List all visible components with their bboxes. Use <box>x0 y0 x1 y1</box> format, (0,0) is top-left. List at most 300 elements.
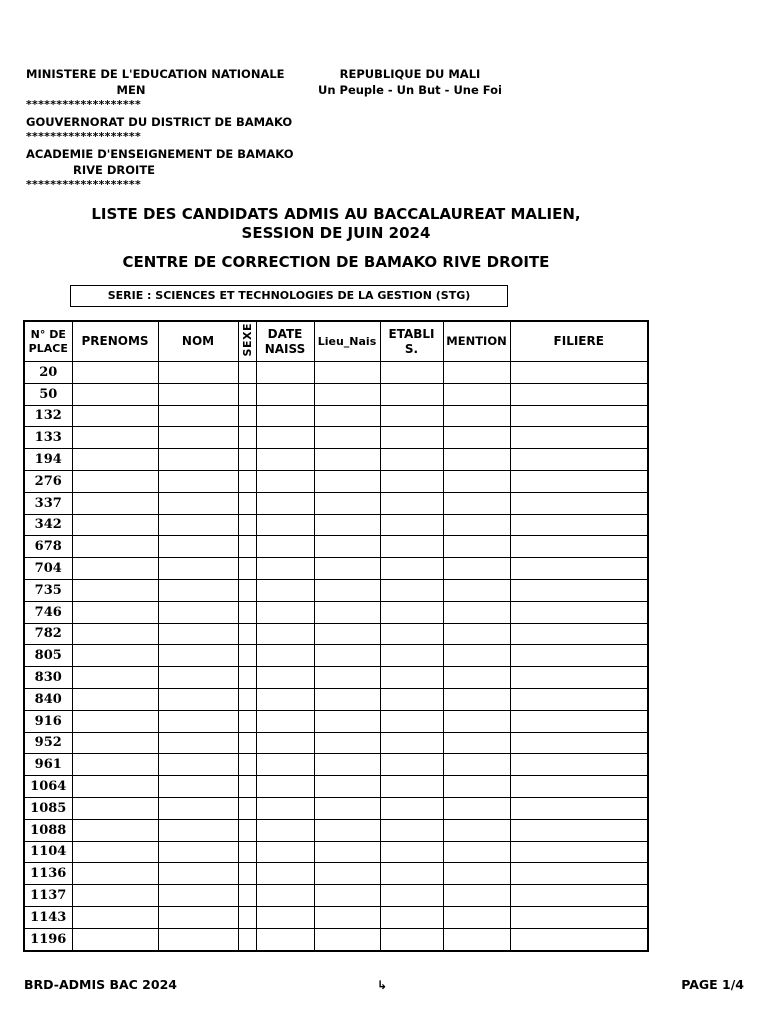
mention-cell <box>443 601 510 623</box>
filiere-cell <box>510 601 648 623</box>
filiere-cell <box>510 885 648 907</box>
prenoms-cell <box>72 558 158 580</box>
place-number-cell: 194 <box>24 449 72 471</box>
date-cell <box>256 362 314 384</box>
academy-subname: RIVE DROITE <box>72 163 156 177</box>
mention-cell <box>443 841 510 863</box>
place-number-cell: 1137 <box>24 885 72 907</box>
sexe-cell <box>238 797 256 819</box>
mention-cell <box>443 579 510 601</box>
filiere-cell <box>510 776 648 798</box>
nom-cell <box>158 536 238 558</box>
prenoms-cell <box>72 667 158 689</box>
date-cell <box>256 906 314 928</box>
etablissement-cell <box>380 667 443 689</box>
sexe-cell <box>238 383 256 405</box>
table-row <box>24 383 648 405</box>
lieu-cell <box>314 754 380 776</box>
ministry-abbr: MEN <box>116 83 146 97</box>
lieu-cell <box>314 797 380 819</box>
nom-cell <box>158 558 238 580</box>
mention-cell <box>443 536 510 558</box>
prenoms-cell <box>72 863 158 885</box>
mention-cell <box>443 928 510 950</box>
document-title-line1: LISTE DES CANDIDATS ADMIS AU BACCALAUREAT MALIEN, <box>91 205 581 223</box>
lieu-cell <box>314 383 380 405</box>
lieu-cell <box>314 623 380 645</box>
etablissement-cell <box>380 470 443 492</box>
lieu-cell <box>314 579 380 601</box>
lieu-cell <box>314 449 380 471</box>
date-cell <box>256 819 314 841</box>
etablissement-cell <box>380 623 443 645</box>
place-number-cell: 1064 <box>24 776 72 798</box>
etablissement-cell <box>380 601 443 623</box>
mention-cell <box>443 645 510 667</box>
column-header-nom: NOM <box>158 321 238 362</box>
place-number-cell: 678 <box>24 536 72 558</box>
mention-cell <box>443 383 510 405</box>
column-header-date-line1: DATE <box>267 326 303 341</box>
nom-cell <box>158 470 238 492</box>
nom-cell <box>158 819 238 841</box>
column-header-place-line2: PLACE <box>28 341 68 355</box>
table-row <box>24 470 648 492</box>
prenoms-cell <box>72 383 158 405</box>
filiere-cell <box>510 754 648 776</box>
prenoms-cell <box>72 928 158 950</box>
prenoms-cell <box>72 797 158 819</box>
column-header-date <box>256 321 314 362</box>
lieu-cell <box>314 601 380 623</box>
prenoms-cell <box>72 819 158 841</box>
mention-cell <box>443 776 510 798</box>
place-number-cell: 782 <box>24 623 72 645</box>
place-number-cell: 1143 <box>24 906 72 928</box>
prenoms-cell <box>72 492 158 514</box>
correction-center-title: CENTRE DE CORRECTION DE BAMAKO RIVE DROITE <box>122 253 550 271</box>
prenoms-cell <box>72 405 158 427</box>
mention-cell <box>443 449 510 471</box>
nom-cell <box>158 797 238 819</box>
lieu-cell <box>314 427 380 449</box>
etablissement-cell <box>380 819 443 841</box>
sexe-cell <box>238 558 256 580</box>
column-header-sexe <box>238 321 256 362</box>
mention-cell <box>443 732 510 754</box>
table-row <box>24 928 648 950</box>
place-number-cell: 1136 <box>24 863 72 885</box>
lieu-cell <box>314 885 380 907</box>
mention-cell <box>443 492 510 514</box>
prenoms-cell <box>72 645 158 667</box>
mention-cell <box>443 754 510 776</box>
filiere-cell <box>510 579 648 601</box>
etablissement-cell <box>380 427 443 449</box>
place-number-cell: 337 <box>24 492 72 514</box>
lieu-cell <box>314 536 380 558</box>
place-number-cell: 840 <box>24 688 72 710</box>
sexe-cell <box>238 819 256 841</box>
date-cell <box>256 776 314 798</box>
mention-cell <box>443 710 510 732</box>
place-number-cell: 1196 <box>24 928 72 950</box>
etablissement-cell <box>380 405 443 427</box>
filiere-cell <box>510 732 648 754</box>
etablissement-cell <box>380 492 443 514</box>
mention-cell <box>443 514 510 536</box>
date-cell <box>256 645 314 667</box>
document-title-line2: SESSION DE JUIN 2024 <box>241 224 431 242</box>
nom-cell <box>158 427 238 449</box>
mention-cell <box>443 885 510 907</box>
filiere-cell <box>510 383 648 405</box>
mention-cell <box>443 362 510 384</box>
prenoms-cell <box>72 601 158 623</box>
nom-cell <box>158 449 238 471</box>
mention-cell <box>443 558 510 580</box>
prenoms-cell <box>72 427 158 449</box>
lieu-cell <box>314 645 380 667</box>
sexe-cell <box>238 536 256 558</box>
filiere-cell <box>510 470 648 492</box>
column-header-filiere: FILIERE <box>510 321 648 362</box>
nom-cell <box>158 732 238 754</box>
column-header-prenoms: PRENOMS <box>72 321 158 362</box>
lieu-cell <box>314 492 380 514</box>
place-number-cell: 961 <box>24 754 72 776</box>
nom-cell <box>158 362 238 384</box>
etablissement-cell <box>380 558 443 580</box>
place-number-cell: 133 <box>24 427 72 449</box>
date-cell <box>256 492 314 514</box>
place-number-cell: 704 <box>24 558 72 580</box>
nom-cell <box>158 928 238 950</box>
place-number-cell: 1088 <box>24 819 72 841</box>
table-row <box>24 819 648 841</box>
prenoms-cell <box>72 536 158 558</box>
etablissement-cell <box>380 885 443 907</box>
sexe-cell <box>238 776 256 798</box>
sexe-cell <box>238 492 256 514</box>
table-row <box>24 906 648 928</box>
nom-cell <box>158 906 238 928</box>
table-header-row <box>24 321 648 362</box>
sexe-cell <box>238 885 256 907</box>
sexe-cell <box>238 470 256 492</box>
column-header-sexe-label: SEXE <box>240 322 254 357</box>
academy-name: ACADEMIE D'ENSEIGNEMENT DE BAMAKO <box>26 147 294 161</box>
sexe-cell <box>238 710 256 732</box>
lieu-cell <box>314 405 380 427</box>
prenoms-cell <box>72 688 158 710</box>
column-header-place-line1: N° DE <box>30 327 66 341</box>
filiere-cell <box>510 405 648 427</box>
table-row <box>24 579 648 601</box>
place-number-cell: 1085 <box>24 797 72 819</box>
table-row <box>24 623 648 645</box>
date-cell <box>256 536 314 558</box>
table-row <box>24 536 648 558</box>
filiere-cell <box>510 797 648 819</box>
filiere-cell <box>510 449 648 471</box>
place-number-cell: 20 <box>24 362 72 384</box>
mention-cell <box>443 797 510 819</box>
table-row <box>24 427 648 449</box>
sexe-cell <box>238 863 256 885</box>
table-row <box>24 558 648 580</box>
lieu-cell <box>314 906 380 928</box>
filiere-cell <box>510 710 648 732</box>
nom-cell <box>158 623 238 645</box>
prenoms-cell <box>72 449 158 471</box>
lieu-cell <box>314 514 380 536</box>
etablissement-cell <box>380 732 443 754</box>
mention-cell <box>443 427 510 449</box>
prenoms-cell <box>72 470 158 492</box>
date-cell <box>256 710 314 732</box>
etablissement-cell <box>380 776 443 798</box>
nom-cell <box>158 863 238 885</box>
prenoms-cell <box>72 710 158 732</box>
table-row <box>24 732 648 754</box>
table-body <box>24 362 648 951</box>
filiere-cell <box>510 514 648 536</box>
etablissement-cell <box>380 906 443 928</box>
sexe-cell <box>238 754 256 776</box>
sexe-cell <box>238 645 256 667</box>
table-row <box>24 645 648 667</box>
lieu-cell <box>314 819 380 841</box>
date-cell <box>256 863 314 885</box>
separator-stars: ******************* <box>26 178 141 191</box>
mention-cell <box>443 470 510 492</box>
nom-cell <box>158 885 238 907</box>
candidates-table <box>23 320 649 952</box>
lieu-cell <box>314 362 380 384</box>
filiere-cell <box>510 906 648 928</box>
table-row <box>24 667 648 689</box>
table-row <box>24 688 648 710</box>
lieu-cell <box>314 841 380 863</box>
filiere-cell <box>510 536 648 558</box>
lieu-cell <box>314 558 380 580</box>
sexe-cell <box>238 688 256 710</box>
sexe-cell <box>238 362 256 384</box>
republic-name: REPUBLIQUE DU MALI <box>339 67 481 81</box>
filiere-cell <box>510 645 648 667</box>
sexe-cell <box>238 841 256 863</box>
lieu-cell <box>314 732 380 754</box>
nom-cell <box>158 754 238 776</box>
place-number-cell: 276 <box>24 470 72 492</box>
date-cell <box>256 449 314 471</box>
table-row <box>24 362 648 384</box>
nom-cell <box>158 710 238 732</box>
sexe-cell <box>238 449 256 471</box>
table-row <box>24 514 648 536</box>
mention-cell <box>443 819 510 841</box>
column-header-place <box>24 321 72 362</box>
sexe-cell <box>238 623 256 645</box>
place-number-cell: 735 <box>24 579 72 601</box>
lieu-cell <box>314 776 380 798</box>
date-cell <box>256 754 314 776</box>
table-row <box>24 776 648 798</box>
column-header-etablissement <box>380 321 443 362</box>
column-header-lieu: Lieu_Nais <box>314 321 380 362</box>
place-number-cell: 1104 <box>24 841 72 863</box>
date-cell <box>256 623 314 645</box>
etablissement-cell <box>380 383 443 405</box>
etablissement-cell <box>380 449 443 471</box>
etablissement-cell <box>380 797 443 819</box>
filiere-cell <box>510 667 648 689</box>
nom-cell <box>158 383 238 405</box>
prenoms-cell <box>72 754 158 776</box>
table-row <box>24 885 648 907</box>
prenoms-cell <box>72 841 158 863</box>
filiere-cell <box>510 688 648 710</box>
prenoms-cell <box>72 885 158 907</box>
sexe-cell <box>238 405 256 427</box>
place-number-cell: 342 <box>24 514 72 536</box>
table-row <box>24 797 648 819</box>
filiere-cell <box>510 841 648 863</box>
sexe-cell <box>238 601 256 623</box>
column-header-mention: MENTION <box>443 321 510 362</box>
column-header-date-line2: NAISS <box>264 341 306 356</box>
nom-cell <box>158 688 238 710</box>
ministry-name: MINISTERE DE L'EDUCATION NATIONALE <box>26 67 285 81</box>
date-cell <box>256 885 314 907</box>
prenoms-cell <box>72 623 158 645</box>
footer-page-number: PAGE 1/4 <box>681 977 744 992</box>
nom-cell <box>158 405 238 427</box>
etablissement-cell <box>380 579 443 601</box>
etablissement-cell <box>380 688 443 710</box>
sexe-cell <box>238 928 256 950</box>
filiere-cell <box>510 558 648 580</box>
lieu-cell <box>314 710 380 732</box>
etablissement-cell <box>380 362 443 384</box>
separator-stars: ******************* <box>26 98 141 111</box>
lieu-cell <box>314 928 380 950</box>
etablissement-cell <box>380 863 443 885</box>
filiere-cell <box>510 427 648 449</box>
etablissement-cell <box>380 928 443 950</box>
date-cell <box>256 797 314 819</box>
etablissement-cell <box>380 754 443 776</box>
sexe-cell <box>238 579 256 601</box>
table-row <box>24 449 648 471</box>
nom-cell <box>158 579 238 601</box>
etablissement-cell <box>380 536 443 558</box>
table-row <box>24 601 648 623</box>
serie-label: SERIE : SCIENCES ET TECHNOLOGIES DE LA GESTION (STG) <box>70 285 508 307</box>
footer-document-ref: BRD-ADMIS BAC 2024 <box>24 977 177 992</box>
return-arrow-icon: ↳ <box>377 978 388 992</box>
nom-cell <box>158 667 238 689</box>
table-row <box>24 405 648 427</box>
date-cell <box>256 514 314 536</box>
table-row <box>24 492 648 514</box>
mention-cell <box>443 906 510 928</box>
date-cell <box>256 405 314 427</box>
table-row <box>24 841 648 863</box>
nom-cell <box>158 841 238 863</box>
date-cell <box>256 841 314 863</box>
separator-stars: ******************* <box>26 130 141 143</box>
sexe-cell <box>238 732 256 754</box>
place-number-cell: 805 <box>24 645 72 667</box>
mention-cell <box>443 405 510 427</box>
sexe-cell <box>238 514 256 536</box>
filiere-cell <box>510 928 648 950</box>
filiere-cell <box>510 863 648 885</box>
sexe-cell <box>238 427 256 449</box>
place-number-cell: 746 <box>24 601 72 623</box>
nom-cell <box>158 492 238 514</box>
mention-cell <box>443 688 510 710</box>
prenoms-cell <box>72 514 158 536</box>
place-number-cell: 132 <box>24 405 72 427</box>
column-header-etab-line1: ETABLI <box>388 326 435 341</box>
nom-cell <box>158 645 238 667</box>
lieu-cell <box>314 863 380 885</box>
date-cell <box>256 427 314 449</box>
filiere-cell <box>510 819 648 841</box>
national-motto: Un Peuple - Un But - Une Foi <box>317 83 503 97</box>
mention-cell <box>443 863 510 885</box>
place-number-cell: 916 <box>24 710 72 732</box>
etablissement-cell <box>380 710 443 732</box>
filiere-cell <box>510 362 648 384</box>
etablissement-cell <box>380 841 443 863</box>
mention-cell <box>443 667 510 689</box>
sexe-cell <box>238 906 256 928</box>
date-cell <box>256 470 314 492</box>
date-cell <box>256 383 314 405</box>
date-cell <box>256 579 314 601</box>
date-cell <box>256 667 314 689</box>
etablissement-cell <box>380 645 443 667</box>
place-number-cell: 952 <box>24 732 72 754</box>
mention-cell <box>443 623 510 645</box>
table-row <box>24 754 648 776</box>
nom-cell <box>158 514 238 536</box>
etablissement-cell <box>380 514 443 536</box>
place-number-cell: 50 <box>24 383 72 405</box>
prenoms-cell <box>72 362 158 384</box>
date-cell <box>256 558 314 580</box>
column-header-etab-line2: S. <box>404 341 419 356</box>
filiere-cell <box>510 623 648 645</box>
date-cell <box>256 732 314 754</box>
prenoms-cell <box>72 906 158 928</box>
lieu-cell <box>314 688 380 710</box>
prenoms-cell <box>72 579 158 601</box>
date-cell <box>256 601 314 623</box>
prenoms-cell <box>72 776 158 798</box>
governorate-name: GOUVERNORAT DU DISTRICT DE BAMAKO <box>26 115 293 129</box>
nom-cell <box>158 601 238 623</box>
table-row <box>24 710 648 732</box>
nom-cell <box>158 776 238 798</box>
place-number-cell: 830 <box>24 667 72 689</box>
prenoms-cell <box>72 732 158 754</box>
date-cell <box>256 688 314 710</box>
